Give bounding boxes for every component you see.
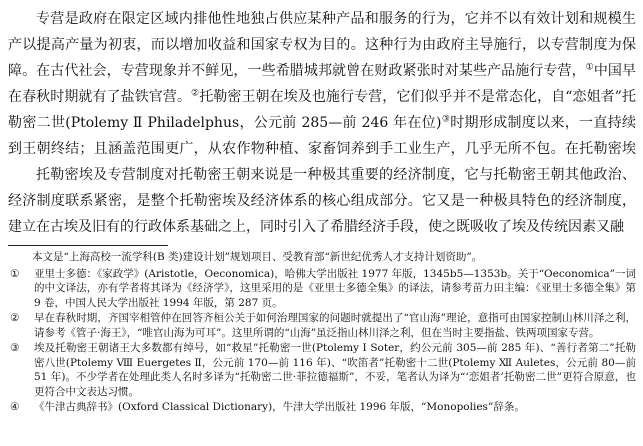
body-paragraph-2: 托勒密埃及专营制度对托勒密王朝来说是一种极其重要的经济制度，它与托勒密王朝其他政治、经济制度联系紧密，是整个托勒密埃及经济体系的核心组成部分。它又是一种极具特色的经济制度，建立在古埃及旧有的行政体系基础之上，同时引入了希腊经济手段，使之既吸收了埃及传统因素又融 bbox=[8, 167, 636, 235]
footnote-text: 早在春秋时期，齐国宰相管仲在回答齐桓公关于如何治理国家的问题时就提出了“官山海”理论，意指可由国家控制山林川泽之利，请参考《管子·海王》，“唯官山海为可耳”。这里所谓的“山海”虽泛指山林川泽之利，但在当时主要指盐、铁两项国家专营。 bbox=[34, 312, 636, 339]
footnotes bbox=[8, 250, 636, 416]
footnote-divider bbox=[8, 245, 168, 246]
para1-text-b: 中国早在春秋时期就有了盐铁官营。 bbox=[8, 63, 636, 105]
footnote-funding-note: 本文是“上海高校一流学科(B 类)建设计划”规划项目、受教育部“新世纪优秀人才支持计划资助”。 bbox=[32, 251, 483, 263]
footnote-ref-1[interactable]: ① bbox=[585, 62, 594, 73]
footnote-mark: ③ bbox=[10, 342, 20, 354]
footnote-ref-2[interactable]: ② bbox=[191, 88, 200, 99]
body-paragraph-1 bbox=[8, 6, 636, 162]
footnote-ref-3[interactable]: ③ bbox=[441, 114, 451, 125]
footnote-mark: ① bbox=[10, 267, 20, 280]
footnote-mark: ④ bbox=[10, 401, 20, 413]
para1-text-d: 时期形成制度以来，一直持续到王朝终结；且涵盖范围更广，从农作物种植、家畜饲养到手工业生产，几乎无所不包。在托勒密埃 bbox=[8, 115, 636, 157]
footnote-text: 亚里士多德：《家政学》(Aristotle，Oeconomica)，哈佛大学出版社 1977 年版，1345b5—1353b。关于“Oeconomica”一词的中文译法，亦有学者将其译为《经济学》，这里采用的是《亚里士多德全集》的译法，请参考苗力田主编：《亚里士多德全集》第 9 卷，中国人民大学出版社 1994 年版，第 287 页。 bbox=[34, 267, 636, 309]
footnote-text: 《牛津古典辞书》(Oxford Classical Dictionary)，牛津大学出版社 1996 年版，“Monopolies”辞条。 bbox=[34, 401, 525, 413]
footnote-1 bbox=[8, 267, 636, 311]
footnote-text: 埃及托勒密王朝诸王大多数都有绰号，如“救星”托勒密一世(Ptolemy Ⅰ Soter，约公元前 305—前 285 年)、“善行者第二”托勒密八世(Ptolemy Ⅷ Euergetes Ⅱ，公元前 170—前 116 年)、“吹笛者”托勒密十二世(Ptolemy Ⅻ Auletes，公元前 80—前 51 年)。不少学者在处理此类人名时多译为“托勒密二世·菲拉德福斯”，不妥，笔者认为译为“‘恋姐者’托勒密二世”更符合原意，也更符合中文表达习惯。 bbox=[34, 342, 636, 398]
para1-text-a: 专营是政府在限定区域内排他性地独占供应某种产品和服务的行为，它并不以有效计划和规模生产以提高产量为初衷，而以增加收益和国家专权为目的。这种行为由政府主导施行，以专营制度为保障。在古代社会，专营现象并不鲜见，一些希腊城邦就曾在财政紧张时对某些产品施行专营， bbox=[8, 11, 636, 79]
footnote-3 bbox=[8, 341, 636, 399]
footnote-mark: ② bbox=[10, 312, 20, 324]
footnote-4 bbox=[8, 400, 636, 415]
para1-text-c: 托勒密王朝在埃及也施行专营，它们似乎并不是常态化，自“恋姐者”托勒密二世(Ptolemy Ⅱ Philadelphus，公元前 285—前 246 年在位) bbox=[8, 89, 636, 131]
footnote-2 bbox=[8, 311, 636, 340]
